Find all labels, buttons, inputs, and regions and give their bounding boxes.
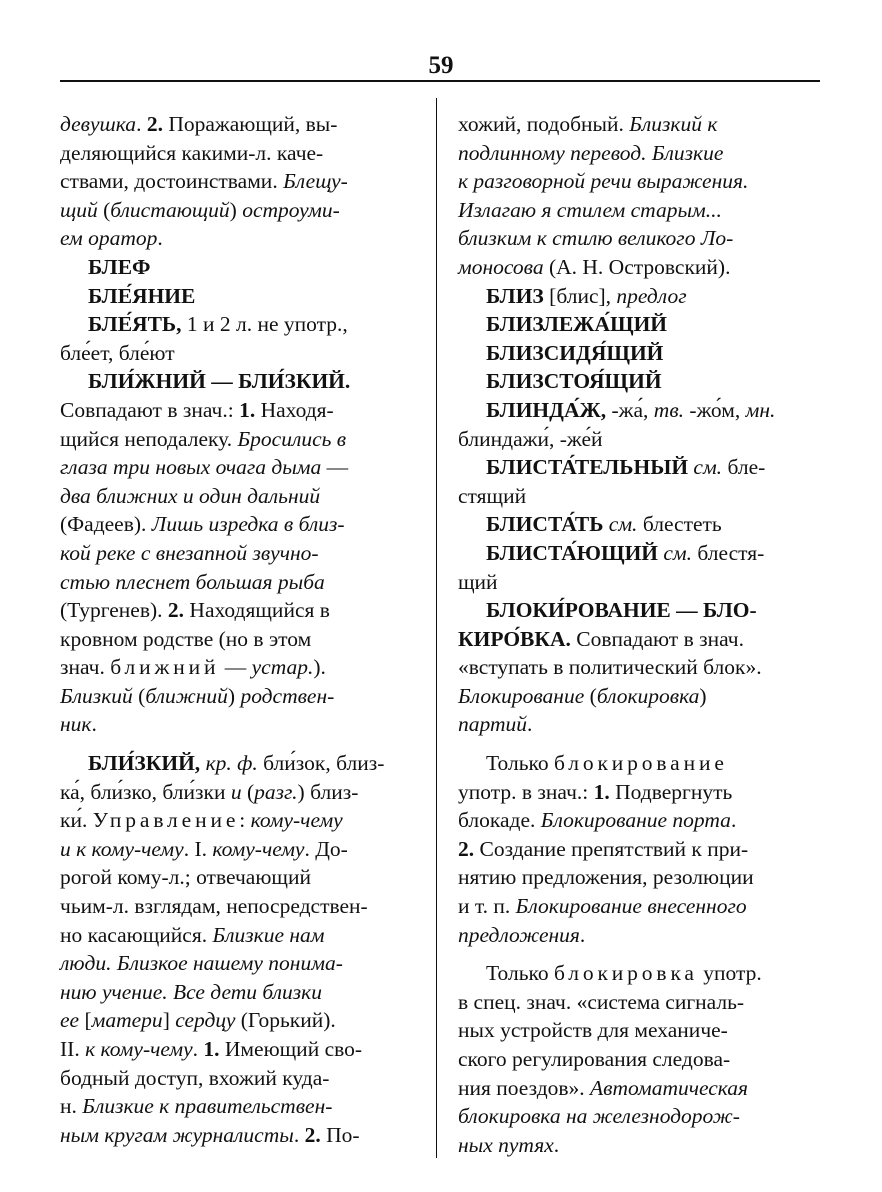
text-run: Находя- — [255, 397, 334, 422]
text-line — [458, 959, 820, 988]
entry-headword: БЛИ́ЗКИЙ, — [88, 751, 201, 776]
text-run: ( — [241, 779, 255, 804]
text-run: Близкий — [60, 683, 133, 708]
text-run: щийся неподалеку. — [60, 426, 238, 451]
text-run: матери — [91, 1008, 163, 1033]
text-line — [458, 921, 820, 950]
text-line — [458, 1102, 820, 1131]
text-run: рогой кому-л.; отвечающий — [60, 865, 311, 890]
text-line — [60, 139, 420, 168]
text-run: Создание препятствий к при- — [474, 836, 749, 861]
text-run: ния поездов». — [458, 1075, 591, 1100]
text-run: но касающийся. — [60, 922, 213, 947]
text-run: чьим-л. взглядам, непосредствен- — [60, 894, 368, 919]
text-run: тв. — [653, 397, 685, 422]
text-line — [60, 921, 420, 950]
paragraph-gap — [60, 739, 420, 749]
text-line — [60, 778, 420, 807]
text-run: [ — [79, 1008, 92, 1033]
text-run: По- — [320, 1122, 360, 1147]
text-run: . — [579, 922, 586, 947]
text-run: бодный доступ, вхожий кудa- — [60, 1065, 330, 1090]
text-run: кому-чему — [212, 836, 305, 861]
text-line — [60, 282, 420, 311]
text-line — [458, 568, 820, 597]
text-line — [458, 1131, 820, 1160]
text-run: (Фадеев). — [60, 512, 152, 537]
text-run: ных путях — [458, 1132, 554, 1157]
text-line — [458, 453, 820, 482]
text-line — [60, 510, 420, 539]
text-run: ) — [227, 683, 241, 708]
text-run: употр. — [697, 961, 762, 986]
text-run: Блокирование — [458, 683, 585, 708]
text-line — [60, 367, 420, 396]
text-line — [60, 453, 420, 482]
text-run: стящий — [458, 483, 527, 508]
text-run: бле́ет, бле́ют — [60, 340, 175, 365]
text-line — [458, 1045, 820, 1074]
text-run: нию учение. Все дети близки — [60, 979, 322, 1004]
text-run: Только — [486, 961, 554, 986]
text-line — [60, 835, 420, 864]
text-run: ) близ- — [297, 779, 359, 804]
text-line — [60, 224, 420, 253]
text-line — [60, 892, 420, 921]
text-line — [60, 1092, 420, 1121]
text-run: блокировка — [554, 961, 698, 986]
text-run: и — [230, 779, 242, 804]
text-run: девушка — [60, 112, 137, 136]
text-run: щий — [60, 197, 98, 222]
text-run: II. — [60, 1037, 86, 1061]
text-line — [458, 224, 820, 253]
entry-headword: 2. — [167, 598, 185, 623]
text-run: ( — [584, 683, 597, 708]
text-line — [458, 139, 820, 168]
entry-headword: БЛОКИ́РОВАНИЕ — БЛО- — [486, 598, 757, 623]
text-run: щий — [458, 569, 498, 594]
text-run: хожий, подобный. — [458, 112, 630, 136]
text-run: . — [91, 712, 97, 737]
text-run: употр. в знач.: — [458, 779, 594, 804]
text-run: ) — [229, 197, 243, 222]
text-run: ( — [97, 197, 111, 222]
text-run: два ближних и один дальний — [60, 483, 321, 508]
text-run: и т. п. — [458, 894, 516, 919]
entry-headword: 1. — [203, 1037, 220, 1061]
text-run: блокировка — [596, 683, 700, 708]
entry-headword: БЛИЗ — [486, 283, 544, 308]
text-line — [458, 253, 820, 282]
text-line — [458, 806, 820, 835]
text-run: -жо́м, — [684, 397, 746, 422]
text-run: ки́. — [60, 808, 93, 833]
text-run: Имеющий сво- — [219, 1037, 363, 1061]
text-run: . — [730, 808, 737, 833]
text-line — [458, 863, 820, 892]
column-divider — [436, 98, 437, 1158]
entry-headword: БЛИЗЛЕЖА́ЩИЙ — [486, 312, 668, 337]
text-line — [60, 749, 420, 778]
text-line — [60, 949, 420, 978]
text-line — [60, 196, 420, 225]
text-line — [60, 625, 420, 654]
text-run: ближний — [145, 683, 228, 708]
text-run: блокаде. — [458, 808, 541, 833]
text-line — [458, 167, 820, 196]
text-line — [458, 196, 820, 225]
text-run: блокировка на железнодорож- — [458, 1104, 740, 1129]
entry-headword: БЛЕ́ЯНИЕ — [88, 283, 196, 308]
text-line — [458, 1074, 820, 1103]
text-run: ка́, бли́зко, бли́зки — [60, 779, 231, 804]
entry-headword: БЛИСТА́ТЕЛЬНЫЙ — [486, 455, 689, 480]
text-run: н. — [60, 1094, 83, 1119]
entry-headword: 2. — [304, 1122, 321, 1147]
text-run: см. — [693, 455, 723, 480]
text-run: подлинному перевод. Близкие — [458, 140, 724, 165]
text-run: см. — [608, 512, 638, 537]
text-run: ем оратор — [60, 226, 158, 251]
text-run: бле- — [722, 455, 766, 480]
text-run: предлог — [616, 283, 687, 308]
text-run: . I. — [183, 836, 213, 861]
text-line — [60, 978, 420, 1007]
text-run: ) — [699, 683, 707, 708]
text-run: Блокирование порта — [540, 808, 731, 833]
text-run: . — [157, 226, 163, 251]
text-run: глаза три новых очага дыма — [60, 455, 322, 480]
text-run: ее — [60, 1008, 80, 1033]
text-run: к кому-чему — [85, 1037, 193, 1061]
text-line — [458, 110, 820, 139]
text-run: сердцу — [175, 1008, 236, 1033]
entry-headword: 1. — [239, 397, 256, 422]
text-run: в спец. знач. «система сигналь- — [458, 989, 745, 1014]
text-run: — — [321, 455, 349, 480]
text-line — [458, 710, 820, 739]
text-run: ). — [313, 655, 326, 680]
text-line — [60, 596, 420, 625]
left-column — [60, 110, 420, 1149]
text-run: блестеть — [637, 512, 722, 537]
page-number: 59 — [428, 52, 454, 79]
text-line — [458, 653, 820, 682]
entry-headword: БЛЕ́ЯТЬ, — [88, 312, 182, 337]
text-run: Автоматическая — [590, 1075, 749, 1100]
text-run: . До- — [304, 836, 348, 861]
text-run: «вступать в политический блок». — [458, 655, 762, 680]
text-line — [458, 310, 820, 339]
text-run: (Тургенев). — [60, 598, 168, 623]
text-run: -жа́, — [606, 397, 654, 422]
text-run: см. — [663, 540, 693, 565]
text-line — [60, 710, 420, 739]
text-line — [458, 596, 820, 625]
header-rule — [60, 80, 820, 82]
text-run: разг. — [254, 779, 298, 804]
text-run: . — [192, 1037, 204, 1061]
text-line — [60, 653, 420, 682]
text-run: Близкий к — [629, 112, 718, 136]
text-line — [60, 425, 420, 454]
text-run: (А. Н. Островский). — [543, 254, 731, 279]
text-run: . — [553, 1132, 560, 1157]
text-run: ближний — [110, 655, 220, 680]
paragraph-gap — [458, 739, 820, 749]
text-line — [60, 1035, 420, 1064]
text-run: кр. ф. — [205, 751, 258, 776]
text-run: партий — [458, 712, 527, 737]
text-line — [458, 425, 820, 454]
entry-headword: БЛИСТА́ТЬ — [486, 512, 604, 537]
text-run: ник — [60, 712, 92, 737]
entry-headword: 2. — [458, 836, 475, 861]
text-line — [60, 863, 420, 892]
text-line — [458, 396, 820, 425]
entry-headword: БЛИ́ЖНИЙ — БЛИ́ЗКИЙ. — [88, 369, 351, 394]
text-run: мн. — [745, 397, 776, 422]
text-run: Подвергнуть — [609, 779, 733, 804]
text-line — [60, 167, 420, 196]
text-run: и к кому-чему — [60, 836, 184, 861]
text-run: Блещу- — [283, 169, 348, 194]
text-run: бли́зок, близ- — [257, 751, 385, 776]
text-run: кровном родстве (но в этом — [60, 626, 312, 651]
text-run: предложения — [458, 922, 580, 947]
text-line — [60, 310, 420, 339]
text-line — [60, 1006, 420, 1035]
text-run: Совпадают в знач.: — [60, 397, 240, 422]
text-run: ( — [132, 683, 146, 708]
right-column — [458, 110, 820, 1159]
text-line — [458, 749, 820, 778]
text-line — [458, 835, 820, 864]
text-run: Близкие нам — [212, 922, 325, 947]
text-run: блокирование — [554, 751, 728, 776]
text-run: блистающий — [110, 197, 230, 222]
text-line — [60, 1064, 420, 1093]
text-run: блиндажи́, -же́й — [458, 426, 603, 451]
text-run: [блис], — [543, 283, 617, 308]
text-run: к разговорной речи выражения. — [458, 169, 749, 194]
text-run: — — [219, 655, 252, 680]
text-run: Только — [486, 751, 554, 776]
text-run: устар. — [251, 655, 314, 680]
text-run: блестя- — [692, 540, 765, 565]
text-run: : — [239, 808, 251, 833]
text-run: Совпадают в знач. — [570, 626, 744, 651]
text-line — [60, 396, 420, 425]
text-line — [60, 1121, 420, 1150]
text-run: знач. — [60, 655, 111, 680]
entry-headword: 2. — [146, 112, 163, 136]
text-run: ствами, достоинствами. — [60, 169, 284, 194]
text-run: родствен- — [240, 683, 335, 708]
text-line — [458, 282, 820, 311]
paragraph-gap — [458, 949, 820, 959]
entry-headword: БЛИЗСИДЯ́ЩИЙ — [486, 340, 664, 365]
entry-headword: БЛИНДА́Ж, — [486, 397, 607, 422]
text-line — [458, 625, 820, 654]
text-run: . — [527, 712, 533, 737]
text-run: . — [293, 1122, 305, 1147]
entry-headword: БЛЕФ — [88, 254, 151, 279]
text-line — [60, 253, 420, 282]
text-run: ] — [162, 1008, 176, 1033]
entry-headword: БЛИЗСТОЯ́ЩИЙ — [486, 369, 662, 394]
text-run: ных устройств для механиче- — [458, 1018, 728, 1043]
text-line — [458, 510, 820, 539]
text-line — [458, 682, 820, 711]
text-line — [60, 110, 420, 139]
text-line — [458, 367, 820, 396]
text-run: Излагаю я стилем старым... — [458, 197, 722, 222]
text-line — [60, 339, 420, 368]
text-line — [458, 892, 820, 921]
text-line — [458, 482, 820, 511]
text-run: кому-чему — [250, 808, 343, 833]
text-line — [458, 1016, 820, 1045]
entry-headword: 1. — [593, 779, 610, 804]
text-run: (Горький). — [235, 1008, 336, 1033]
text-line — [458, 988, 820, 1017]
text-run: Поражающий, вы- — [162, 112, 338, 136]
text-run: кой реке с внезапной звучно- — [60, 540, 319, 565]
text-line — [60, 806, 420, 835]
text-run: Блокирование внесенного — [515, 894, 747, 919]
text-run: близким к стилю великого Ло- — [458, 226, 734, 251]
entry-headword: БЛИСТА́ЮЩИЙ — [486, 540, 659, 565]
text-line — [60, 482, 420, 511]
text-run: стью плеснет большая рыба — [60, 569, 325, 594]
text-line — [60, 568, 420, 597]
text-run: остроуми- — [242, 197, 340, 222]
text-run: 1 и 2 л. не употр., — [181, 312, 348, 337]
text-line — [458, 539, 820, 568]
text-run: моносова — [458, 254, 544, 279]
text-run: Лишь изредка в близ- — [151, 512, 345, 537]
entry-headword: КИРО́ВКА. — [458, 626, 571, 651]
text-line — [60, 539, 420, 568]
text-run: . — [136, 112, 147, 136]
text-run: ского регулирования следова- — [458, 1047, 731, 1071]
text-run: деляющийся какими-л. каче- — [60, 140, 324, 165]
text-run: Бросились в — [237, 426, 347, 451]
text-run: Близкие к правительствен- — [82, 1094, 333, 1119]
text-line — [458, 339, 820, 368]
text-run: Находящийся в — [184, 598, 330, 623]
text-line — [60, 682, 420, 711]
text-run: нятию предложения, резолюции — [458, 865, 754, 890]
text-run: люди. Близкое нашему понима- — [60, 951, 343, 976]
text-run: ным кругам журналисты — [60, 1122, 294, 1147]
text-line — [458, 778, 820, 807]
text-run: Управление — [92, 808, 240, 833]
